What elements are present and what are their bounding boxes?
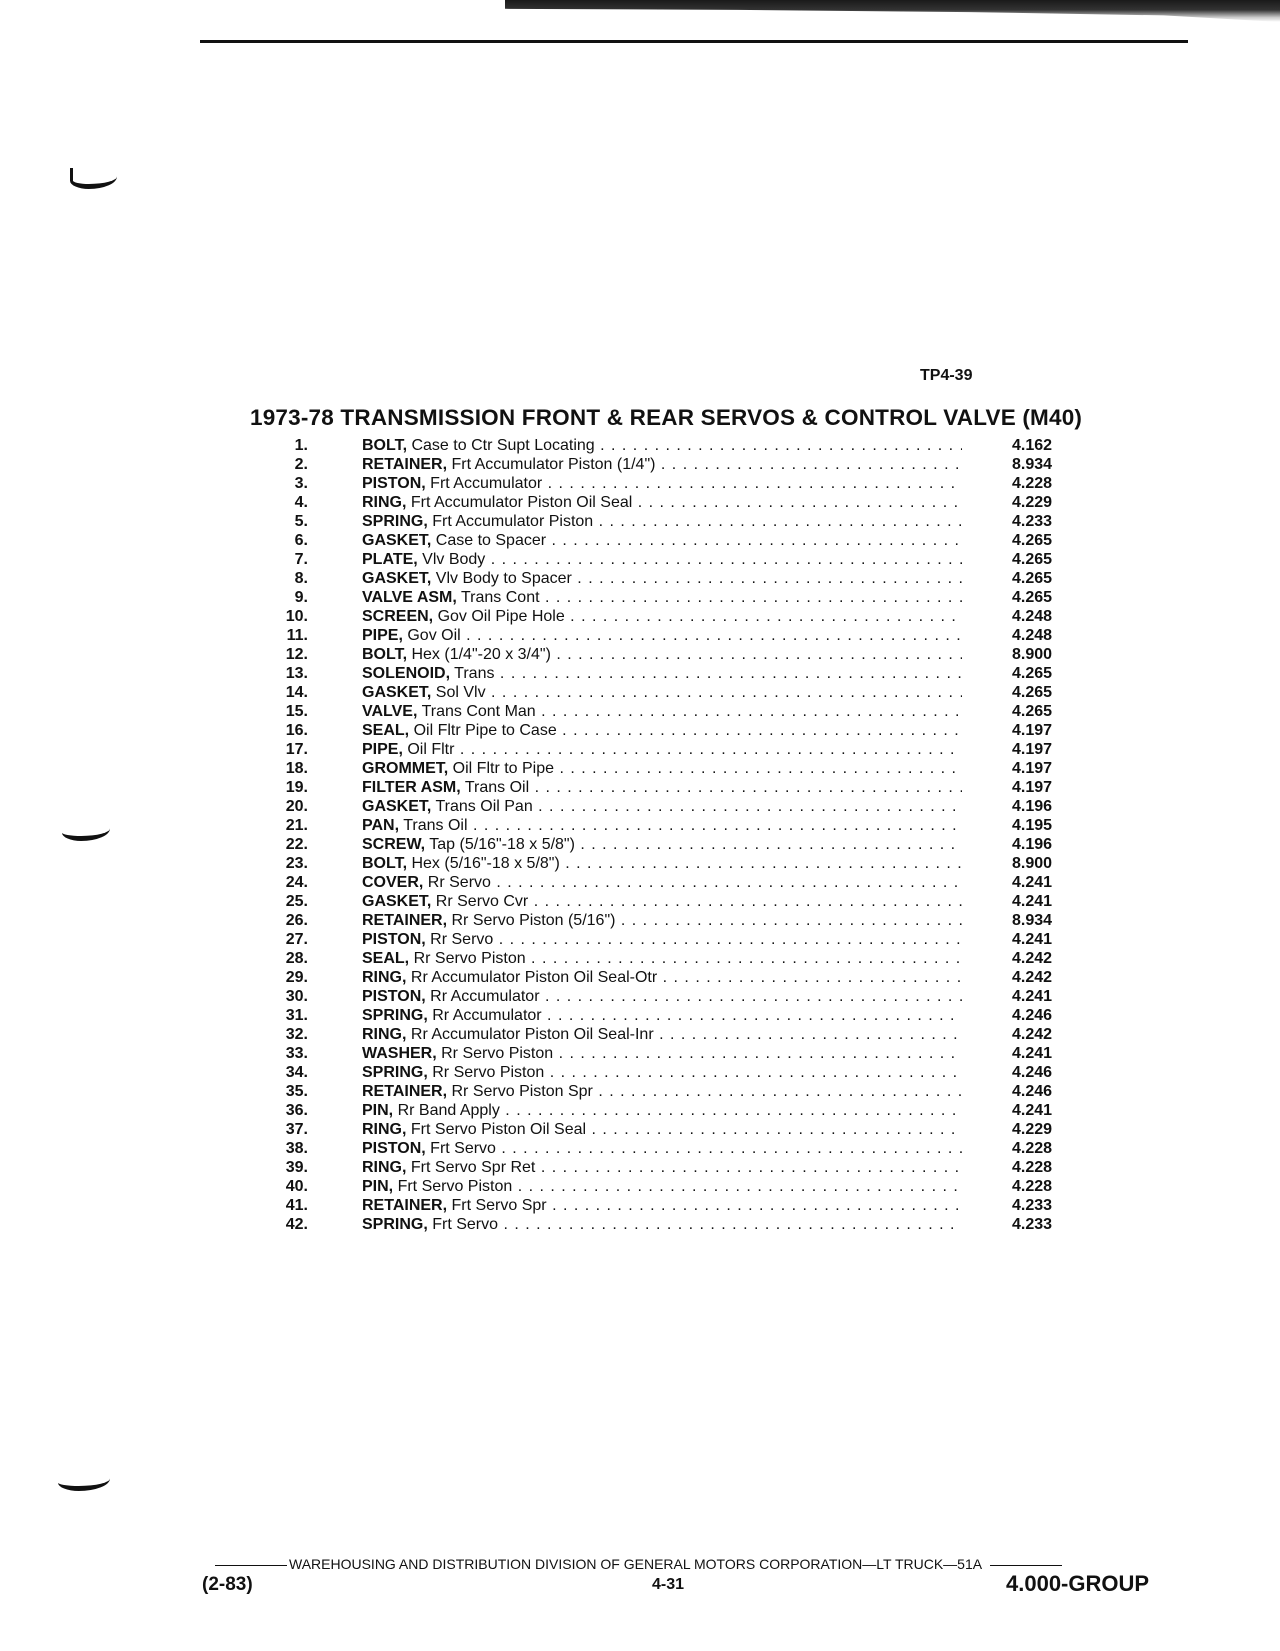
group-number: 4.265 — [1012, 589, 1053, 606]
part-number: 17. — [285, 741, 308, 758]
list-item — [270, 1082, 1070, 1101]
list-item — [270, 455, 1070, 474]
part-number: 23. — [285, 855, 308, 872]
part-keyword: RETAINER, — [362, 1197, 448, 1214]
part-detail: Rr Servo — [423, 874, 491, 891]
part-description — [362, 968, 962, 987]
part-description — [362, 474, 962, 493]
part-number: 22. — [285, 836, 308, 853]
part-description — [362, 911, 962, 930]
binding-mark — [58, 1470, 110, 1491]
part-number: 30. — [285, 988, 308, 1005]
part-description — [362, 854, 962, 873]
part-description — [362, 778, 962, 797]
part-detail: Rr Servo Piston — [409, 950, 526, 967]
part-number: 6. — [294, 532, 308, 549]
part-description — [362, 1158, 962, 1177]
part-detail: Frt Accumulator Piston (1/4") — [447, 456, 656, 473]
part-description — [362, 664, 962, 683]
list-item — [270, 550, 1070, 569]
part-detail: Tap (5/16"-18 x 5/8") — [425, 836, 575, 853]
part-keyword: SPRING, — [362, 513, 428, 530]
group-number: 4.241 — [1012, 931, 1053, 948]
part-detail: Vlv Body to Spacer — [431, 570, 572, 587]
part-detail: Trans — [450, 665, 495, 682]
group-number: 4.195 — [1012, 817, 1053, 834]
part-detail: Trans Oil Pan — [431, 798, 533, 815]
part-number: 3. — [294, 475, 308, 492]
list-item — [270, 569, 1070, 588]
part-description — [362, 1196, 962, 1215]
list-item — [270, 854, 1070, 873]
part-number: 26. — [285, 912, 308, 929]
part-detail: Rr Servo Piston (5/16") — [447, 912, 616, 929]
part-detail: Trans Cont — [456, 589, 540, 606]
group-number: 4.248 — [1012, 608, 1053, 625]
part-keyword: PISTON, — [362, 475, 426, 492]
group-number: 4.241 — [1012, 1045, 1053, 1062]
part-number: 5. — [294, 513, 308, 530]
part-description — [362, 588, 962, 607]
part-number: 4. — [294, 494, 308, 511]
list-item — [270, 626, 1070, 645]
part-detail: Rr Band Apply — [393, 1102, 500, 1119]
part-keyword: GASKET, — [362, 684, 432, 701]
list-item — [270, 930, 1070, 949]
group-number: 8.934 — [1012, 912, 1053, 929]
part-number: 40. — [285, 1178, 308, 1195]
group-number: 4.000-GROUP — [1006, 1571, 1150, 1596]
part-number: 18. — [285, 760, 308, 777]
part-keyword: PIPE, — [362, 741, 403, 758]
part-detail: Frt Accumulator Piston Oil Seal — [406, 494, 633, 511]
part-keyword: GASKET, — [362, 570, 432, 587]
part-keyword: FILTER ASM, — [362, 779, 461, 796]
list-item — [270, 1044, 1070, 1063]
part-detail: Rr Servo Piston — [427, 1064, 545, 1081]
binding-mark — [70, 168, 117, 189]
part-keyword: SPRING, — [362, 1216, 428, 1233]
group-number: 4.242 — [1012, 969, 1053, 986]
part-keyword: GASKET, — [362, 893, 432, 910]
part-detail: Rr Accumulator Piston Oil Seal-Otr — [406, 969, 658, 986]
list-item — [270, 1101, 1070, 1120]
part-description — [362, 569, 962, 588]
part-description — [362, 531, 962, 550]
group-number: 4.233 — [1012, 513, 1053, 530]
part-detail: Case to Spacer — [431, 532, 547, 549]
part-keyword: PISTON, — [362, 931, 426, 948]
group-number: 4.197 — [1012, 760, 1053, 777]
part-keyword: BOLT, — [362, 646, 408, 663]
part-detail: Trans Oil — [460, 779, 530, 796]
list-item — [270, 1063, 1070, 1082]
part-number: 24. — [285, 874, 308, 891]
part-description — [362, 1101, 962, 1120]
group-number: 4.197 — [1012, 741, 1053, 758]
part-keyword: VALVE ASM, — [362, 589, 457, 606]
part-keyword: WASHER, — [362, 1045, 437, 1062]
part-number: 28. — [285, 950, 308, 967]
part-description — [362, 1120, 962, 1139]
part-keyword: RING, — [362, 1159, 407, 1176]
part-keyword: GROMMET, — [362, 760, 449, 777]
group-number: 4.265 — [1012, 551, 1053, 568]
group-number: 4.228 — [1012, 1140, 1053, 1157]
part-number: 41. — [285, 1197, 308, 1214]
part-detail: Rr Servo Cvr — [431, 893, 529, 910]
part-description — [362, 1006, 962, 1025]
list-item — [270, 1025, 1070, 1044]
part-description — [362, 1082, 962, 1101]
part-detail: Sol Vlv — [431, 684, 486, 701]
list-item — [270, 1139, 1070, 1158]
group-number: 4.265 — [1012, 684, 1053, 701]
part-description — [362, 1063, 962, 1082]
group-number: 4.228 — [1012, 475, 1053, 492]
part-description — [362, 987, 962, 1006]
footer-dash — [990, 1565, 1062, 1566]
part-detail: Frt Servo — [427, 1216, 499, 1233]
part-number: 7. — [294, 551, 308, 568]
part-keyword: PISTON, — [362, 988, 426, 1005]
part-number: 13. — [285, 665, 308, 682]
part-description — [362, 493, 962, 512]
part-description — [362, 455, 962, 474]
group-number: 4.242 — [1012, 1026, 1053, 1043]
part-number: 38. — [285, 1140, 308, 1157]
list-item — [270, 645, 1070, 664]
part-detail: Vlv Body — [417, 551, 486, 568]
header-rule — [200, 40, 1188, 43]
part-description — [362, 1139, 962, 1158]
group-number: 4.265 — [1012, 703, 1053, 720]
part-keyword: SEAL, — [362, 722, 410, 739]
group-number: 8.900 — [1012, 646, 1053, 663]
list-item — [270, 987, 1070, 1006]
group-number: 4.241 — [1012, 1102, 1053, 1119]
group-number: 4.265 — [1012, 665, 1053, 682]
part-detail: Hex (1/4"-20 x 3/4") — [407, 646, 551, 663]
part-number: 25. — [285, 893, 308, 910]
part-keyword: SOLENOID, — [362, 665, 451, 682]
group-number: 4.228 — [1012, 1178, 1053, 1195]
part-detail: Oil Fltr Pipe to Case — [409, 722, 557, 739]
list-item — [270, 588, 1070, 607]
part-description — [362, 1177, 962, 1196]
part-keyword: RING, — [362, 494, 407, 511]
list-item — [270, 683, 1070, 702]
list-item — [270, 740, 1070, 759]
group-number: 4.248 — [1012, 627, 1053, 644]
group-number: 4.162 — [1012, 437, 1053, 454]
parts-list — [270, 436, 1070, 1234]
group-number: 4.265 — [1012, 532, 1053, 549]
part-number: 10. — [285, 608, 308, 625]
part-description — [362, 626, 962, 645]
part-number: 34. — [285, 1064, 308, 1081]
group-number: 4.246 — [1012, 1007, 1053, 1024]
list-item — [270, 702, 1070, 721]
list-item — [270, 759, 1070, 778]
list-item — [270, 873, 1070, 892]
list-item — [270, 512, 1070, 531]
part-keyword: SPRING, — [362, 1007, 428, 1024]
list-item — [270, 664, 1070, 683]
part-description — [362, 702, 962, 721]
part-detail: Rr Servo — [425, 931, 494, 948]
part-description — [362, 873, 962, 892]
part-detail: Rr Accumulator — [425, 988, 540, 1005]
part-detail: Frt Servo Piston Oil Seal — [406, 1121, 587, 1138]
part-keyword: BOLT, — [362, 437, 408, 454]
part-keyword: PAN, — [362, 817, 400, 834]
part-keyword: RING, — [362, 1121, 407, 1138]
part-keyword: RING, — [362, 1026, 407, 1043]
group-number: 4.246 — [1012, 1083, 1053, 1100]
part-detail: Rr Servo Piston Spr — [447, 1083, 593, 1100]
binding-mark — [62, 820, 110, 841]
part-description — [362, 816, 962, 835]
list-item — [270, 531, 1070, 550]
group-number: 4.197 — [1012, 722, 1053, 739]
group-number: 4.233 — [1012, 1197, 1053, 1214]
list-item — [270, 1177, 1070, 1196]
part-number: 21. — [285, 817, 308, 834]
part-description — [362, 930, 962, 949]
group-number: 4.228 — [1012, 1159, 1053, 1176]
part-detail: Oil Fltr to Pipe — [448, 760, 555, 777]
group-number: 4.229 — [1012, 494, 1053, 511]
part-detail: Rr Accumulator Piston Oil Seal-Inr — [406, 1026, 654, 1043]
part-description — [362, 949, 962, 968]
part-detail: Hex (5/16"-18 x 5/8") — [407, 855, 560, 872]
part-detail: Frt Servo — [425, 1140, 496, 1157]
part-description — [362, 550, 962, 569]
part-number: 11. — [286, 627, 308, 644]
part-number: 15. — [285, 703, 308, 720]
part-description — [362, 1044, 962, 1063]
part-detail: Rr Accumulator — [427, 1007, 542, 1024]
group-number: 8.900 — [1012, 855, 1053, 872]
group-number: 4.197 — [1012, 779, 1053, 796]
part-keyword: GASKET, — [362, 798, 432, 815]
part-number: 12. — [285, 646, 308, 663]
group-number: 4.196 — [1012, 798, 1053, 815]
list-item — [270, 1006, 1070, 1025]
part-description — [362, 740, 962, 759]
part-number: 2. — [294, 456, 308, 473]
part-number: 42. — [285, 1216, 308, 1233]
part-description — [362, 759, 962, 778]
group-number: 4.241 — [1012, 874, 1053, 891]
footer-division-text: WAREHOUSING AND DISTRIBUTION DIVISION OF GENERAL MOTORS CORPORATION—LT TRUCK—51A — [289, 1556, 983, 1572]
part-description — [362, 683, 962, 702]
part-keyword: PIPE, — [362, 627, 403, 644]
scan-smear — [505, 0, 1280, 22]
part-detail: Frt Servo Piston — [393, 1178, 513, 1195]
list-item — [270, 493, 1070, 512]
part-description — [362, 1215, 962, 1234]
part-detail: Case to Ctr Supt Locating — [407, 437, 595, 454]
part-keyword: PISTON, — [362, 1140, 426, 1157]
part-keyword: PIN, — [362, 1178, 394, 1195]
part-keyword: VALVE, — [362, 703, 418, 720]
part-description — [362, 512, 962, 531]
part-description — [362, 797, 962, 816]
part-number: 39. — [285, 1159, 308, 1176]
list-item — [270, 436, 1070, 455]
part-number: 14. — [285, 684, 308, 701]
list-item — [270, 1120, 1070, 1139]
page-title: 1973-78 TRANSMISSION FRONT & REAR SERVOS & CONTROL VALVE (M40) — [250, 405, 1083, 430]
part-number: 1. — [294, 437, 308, 454]
part-keyword: PLATE, — [362, 551, 418, 568]
part-number: 20. — [285, 798, 308, 815]
part-keyword: SPRING, — [362, 1064, 428, 1081]
footer-division — [213, 1556, 1173, 1572]
plate-reference: TP4-39 — [920, 367, 973, 384]
part-keyword: SEAL, — [362, 950, 410, 967]
part-keyword: SCREEN, — [362, 608, 434, 625]
list-item — [270, 949, 1070, 968]
list-item — [270, 968, 1070, 987]
part-keyword: SCREW, — [362, 836, 426, 853]
part-detail: Frt Servo Spr — [447, 1197, 547, 1214]
part-description — [362, 892, 962, 911]
list-item — [270, 778, 1070, 797]
part-keyword: PIN, — [362, 1102, 394, 1119]
part-detail: Rr Servo Piston — [436, 1045, 554, 1062]
footer-date: (2-83) — [202, 1574, 253, 1595]
part-detail: Oil Fltr — [402, 741, 455, 758]
part-keyword: RETAINER, — [362, 912, 448, 929]
part-number: 9. — [294, 589, 308, 606]
group-number: 4.265 — [1012, 570, 1053, 587]
list-item — [270, 1158, 1070, 1177]
part-detail: Frt Servo Spr Ret — [406, 1159, 536, 1176]
part-description — [362, 835, 962, 854]
group-number: 4.233 — [1012, 1216, 1053, 1233]
part-detail: Frt Accumulator — [425, 475, 543, 492]
part-detail: Trans Oil — [399, 817, 468, 834]
part-description — [362, 721, 962, 740]
list-item — [270, 1215, 1070, 1234]
list-item — [270, 911, 1070, 930]
part-number: 16. — [285, 722, 308, 739]
footer-dash — [215, 1565, 287, 1566]
part-description — [362, 645, 962, 664]
list-item — [270, 721, 1070, 740]
part-keyword: BOLT, — [362, 855, 408, 872]
part-description — [362, 607, 962, 626]
list-item — [270, 1196, 1070, 1215]
part-detail: Trans Cont Man — [417, 703, 536, 720]
group-number: 4.196 — [1012, 836, 1053, 853]
group-number: 4.246 — [1012, 1064, 1053, 1081]
list-item — [270, 474, 1070, 493]
group-number: 4.241 — [1012, 988, 1053, 1005]
part-description — [362, 436, 962, 455]
part-keyword: RING, — [362, 969, 407, 986]
part-number: 36. — [285, 1102, 308, 1119]
part-number: 19. — [285, 779, 308, 796]
part-detail: Frt Accumulator Piston — [427, 513, 594, 530]
group-number: 4.241 — [1012, 893, 1053, 910]
list-item — [270, 835, 1070, 854]
group-number: 4.242 — [1012, 950, 1053, 967]
part-number: 32. — [285, 1026, 308, 1043]
page-number: 4-31 — [652, 1576, 685, 1593]
part-number: 35. — [285, 1083, 308, 1100]
group-number: 8.934 — [1012, 456, 1053, 473]
list-item — [270, 797, 1070, 816]
part-number: 29. — [285, 969, 308, 986]
part-keyword: COVER, — [362, 874, 424, 891]
part-detail: Gov Oil Pipe Hole — [433, 608, 565, 625]
part-number: 31. — [285, 1007, 308, 1024]
part-detail: Gov Oil — [402, 627, 461, 644]
part-number: 8. — [294, 570, 308, 587]
part-number: 37. — [285, 1121, 308, 1138]
part-number: 33. — [285, 1045, 308, 1062]
part-number: 27. — [285, 931, 308, 948]
part-keyword: RETAINER, — [362, 456, 448, 473]
part-keyword: RETAINER, — [362, 1083, 448, 1100]
part-description — [362, 1025, 962, 1044]
list-item — [270, 816, 1070, 835]
list-item — [270, 607, 1070, 626]
list-item — [270, 892, 1070, 911]
part-keyword: GASKET, — [362, 532, 432, 549]
group-number: 4.229 — [1012, 1121, 1053, 1138]
